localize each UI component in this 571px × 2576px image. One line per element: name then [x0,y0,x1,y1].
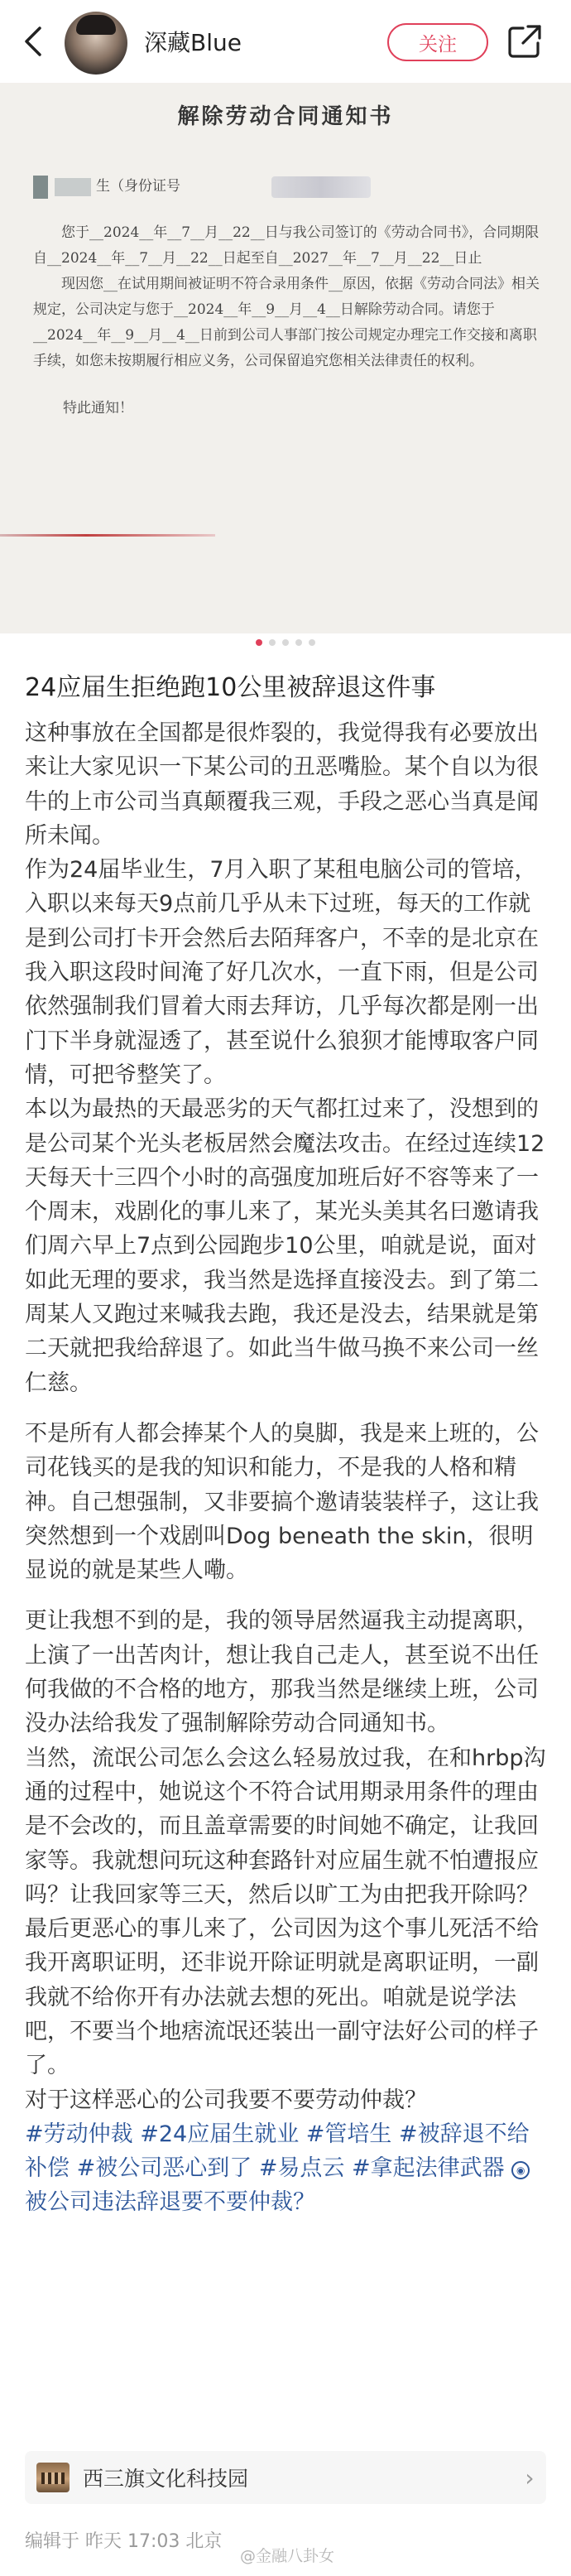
back-button[interactable] [15,18,51,65]
post-paragraph: 这种事放在全国都是很炸裂的，我觉得我有必要放出来让大家见识一下某公司的丑恶嘴脸。某个自以为很牛的上市公司当真颠覆我三观，手段之恶心当真是闻所未闻。 [25,720,539,849]
username[interactable]: 深藏Blue [144,29,242,56]
signature-line [0,534,215,537]
document-paragraph-2: 现因您__在试用期间被证明不符合录用条件__原因，依据《劳动合同法》相关规定，公司决定与您于__2024__年__9__月__4__日解除劳动合同。请您于__2024__年__9__月__4__日前到公司人事部门按公司规定办理完工作交接和离职手续，如您未按期履行相应义务，公司保留追究您相关法律责任的权利。 [33,276,540,369]
carousel-dot[interactable] [295,639,302,646]
hashtag[interactable]: #被公司恶心到了 [76,2155,252,2182]
post-paragraph: 作为24届毕业生，7月入职了某租电脑公司的管培，入职以来每天9点前几乎从未下过班，每天的工作就是到公司打卡开会然后去陌拜客户，不幸的是北京在我入职这段时间淹了好几次水，一直下雨，但是公司依然强制我们冒着大雨去拜访，几乎每次都是刚一出门下半身就湿透了，甚至说什么狼狈才能博取客户同情，可把爷整笑了。 [25,857,539,1088]
post-paragraph: 当然，流氓公司怎么会这么轻易放过我，在和hrbp沟通的过程中，她说这个不符合试用期录用条件的理由是不会改的，而且盖章需要的时间她不确定，让我回家等。我就想问玩这种套路针对应届生就不怕遭报应吗？让我回家等三天，然后以旷工为由把我开除吗？最后更恶心的事儿来了，公司因为这个事儿死活不给我开离职证明，还非说开除证明就是离职证明，一副我就不给你开有办法就去想的死出。咱就是说学法吧，不要当个地痞流氓还装出一副守法好公司的样子了。 [25,1745,546,2079]
tag-list [25,2117,546,2220]
avatar[interactable] [65,12,127,75]
carousel-dot[interactable] [309,639,315,646]
location-name: 西三旗文化科技园 [83,2467,249,2491]
post-paragraph: 本以为最热的天最恶劣的天气都扛过来了，没想到的是公司某个光头老板居然会魔法攻击。在经过连续12天每天十三四个小时的高强度加班后好不容等来了一个周末，戏剧化的事儿来了，某光头美其名曰邀请我们周六早上7点到公园跑步10公里，咱就是说，面对如此无理的要求，我当然是选择直接没去。到了第二周某人又跑过来喊我去跑，我还是没去，结果就是第二天就把我给辞退了。如此当牛做马换不来公司一丝仁慈。 [25,1096,545,1396]
redaction-block [55,178,91,196]
top-bar [0,0,571,83]
chevron-right-icon: › [525,2463,535,2492]
document-recipient [33,174,371,200]
hashtag[interactable]: #24应届生就业 [140,2121,300,2147]
recipient-suffix: 生（身份证号 [96,178,180,195]
carousel-dot[interactable] [282,639,289,646]
watermark: @金融八卦女 [240,2547,335,2565]
hashtag[interactable]: #拿起法律武器 [352,2155,505,2182]
post-paragraph: 更让我想不到的是，我的领导居然逼我主动提离职，上演了一出苦肉计，想让我自己走人，甚至说不出任何我做的不合格的地方，那我当然是继续上班，公司没办法给我发了强制解除劳动合同通知书。 [25,1608,539,1737]
redaction-block [33,176,48,199]
carousel-dot[interactable] [256,639,262,646]
share-icon [506,23,543,60]
document-notice: 特此通知！ [63,400,133,416]
edit-timestamp: 编辑于 昨天 17:03 北京 [25,2531,223,2552]
redaction-block [271,176,371,198]
post-image[interactable] [0,83,571,633]
chevron-left-icon [22,25,45,58]
hashtag[interactable]: #易点云 [258,2155,345,2182]
carousel-dot[interactable] [269,639,276,646]
location-card[interactable] [25,2451,546,2504]
post-paragraph: 不是所有人都会捧某个人的臭脚，我是来上班的，公司花钱买的是我的知识和能力，不是我的人格和精神。自己想强制，又非要搞个邀请装装样子，这让我突然想到一个戏剧叫Dog beneath the skin，很明显说的就是某些人嘞。 [25,1420,539,1584]
follow-button[interactable]: 关注 [387,23,488,61]
document-title: 解除劳动合同通知书 [177,104,394,129]
post-title: 24应届生拒绝跑10公里被辞退这件事 [25,673,436,702]
document-paragraph-1: 您于__2024__年__7__月__22__日与我公司签订的《劳动合同书》，合同期限自__2024__年__7__月__22__日起至自__2027__年__7__月__22__日止 [33,224,540,267]
topic-icon: ◉ [511,2161,530,2179]
location-thumbnail [36,2463,70,2492]
hashtag[interactable]: #管培生 [305,2121,392,2147]
hashtag[interactable]: #被辞退不给补偿 [25,2121,530,2182]
carousel-indicator [0,639,571,649]
topic-label: 被公司违法辞退要不要仲裁？ [25,2189,315,2216]
post-question: 对于这样恶心的公司我要不要劳动仲裁？ [25,2087,427,2113]
document-paragraph [33,220,546,374]
hashtag[interactable]: #劳动仲裁 [25,2121,133,2147]
post-body [25,716,546,2220]
share-button[interactable] [506,23,543,60]
